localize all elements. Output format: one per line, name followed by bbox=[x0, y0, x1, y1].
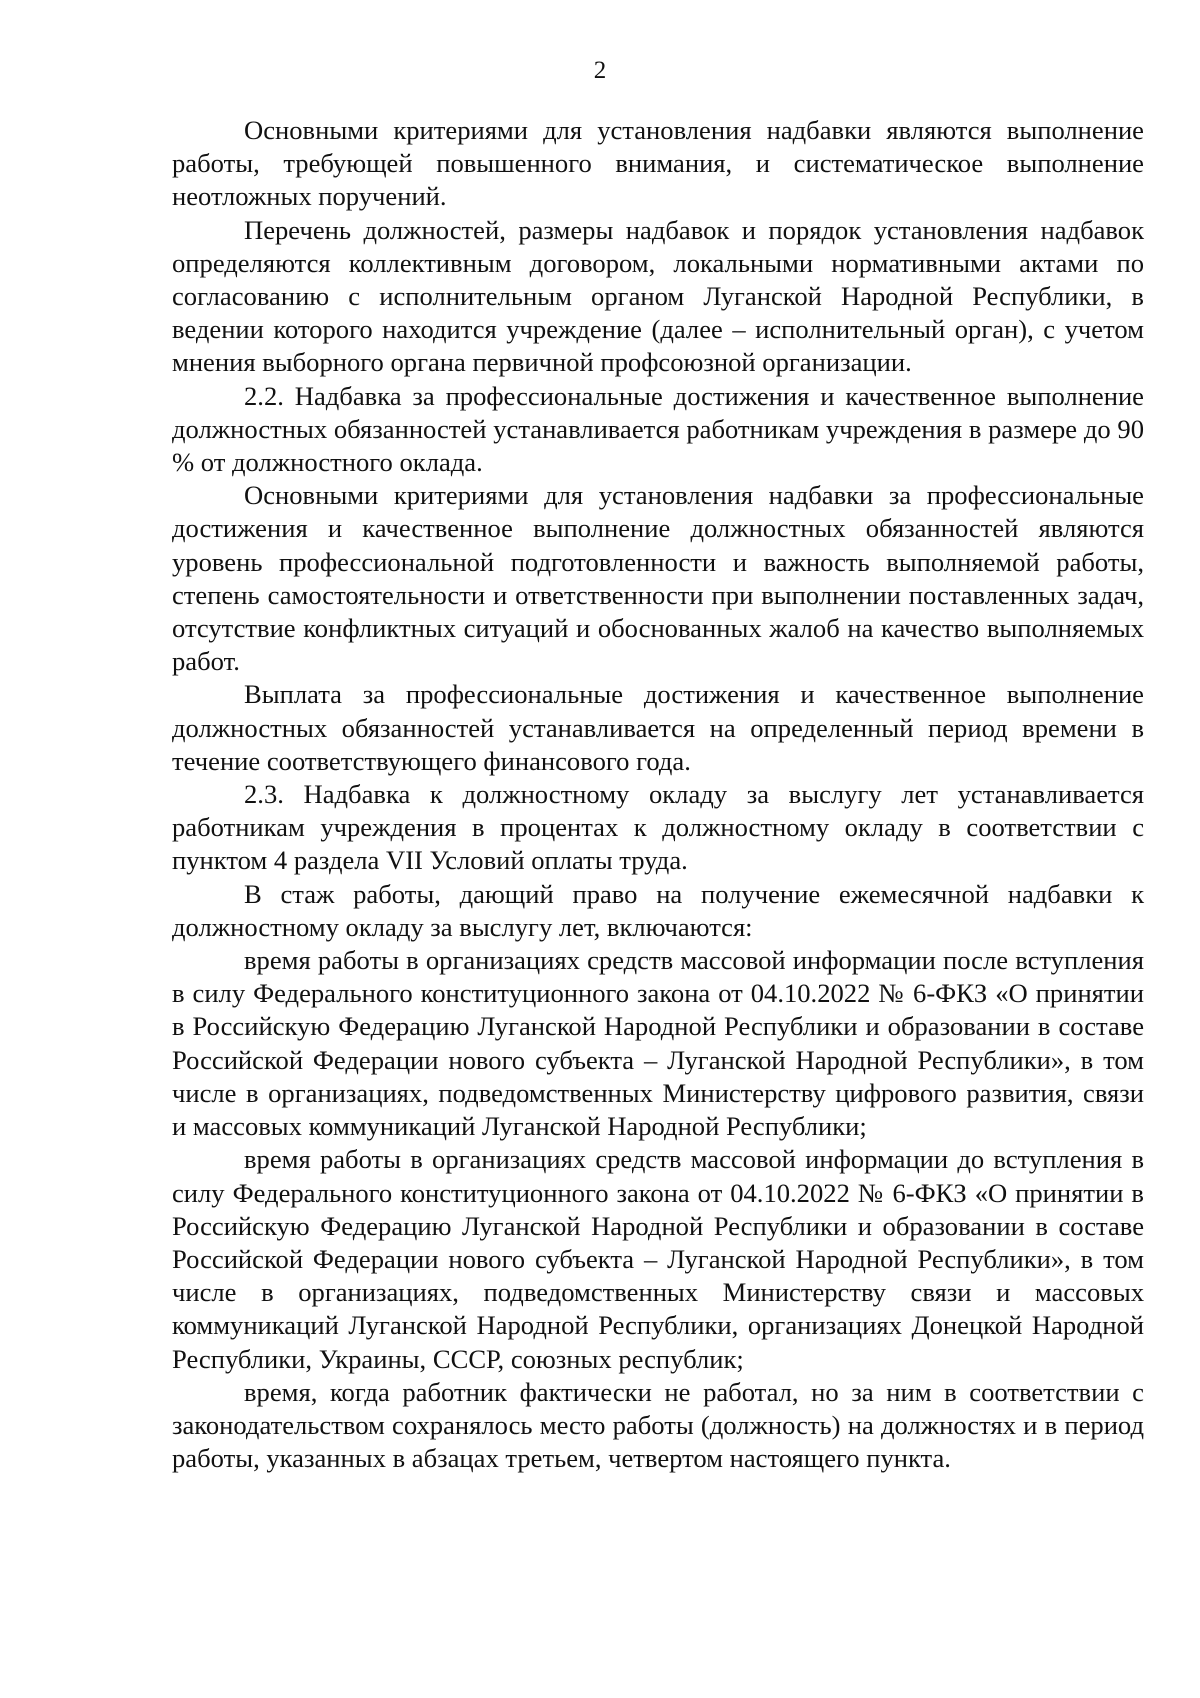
paragraph: Перечень должностей, размеры надбавок и порядок установления надбавок определяются коллективным договором, локальными нормативными актами по согласованию с исполнительным органом Луганской Народной Республики, в ведении которого находится учреждение (далее – исполнительный орган), с учетом мнения выборного органа первичной профсоюзной организации. bbox=[172, 214, 1144, 378]
paragraph: В стаж работы, дающий право на получение ежемесячной надбавки к должностному окладу за выслугу лет, включаются: bbox=[172, 878, 1144, 942]
paragraph: 2.2. Надбавка за профессиональные достижения и качественное выполнение должностных обязанностей устанавливается работникам учреждения в размере до 90 % от должностного оклада. bbox=[172, 380, 1144, 478]
paragraph: время работы в организациях средств массовой информации до вступления в силу Федерального конституционного закона от 04.10.2022 № 6-ФКЗ «О принятии в Российскую Федерацию Луганской Народной Республики и образовании в составе Российской Федерации нового субъекта – Луганской Народной Республики», в том числе в организациях, подведомственных Министерству связи и массовых коммуникаций Луганской Народной Республики, организациях Донецкой Народной Республики, Украины, СССР, союзных республик; bbox=[172, 1144, 1144, 1374]
paragraph: Выплата за профессиональные достижения и качественное выполнение должностных обязанностей устанавливается на определенный период времени в течение соответствующего финансового года. bbox=[172, 679, 1144, 776]
paragraph: время, когда работник фактически не работал, но за ним в соответствии с законодательством сохранялось место работы (должность) на должностях и в период работы, указанных в абзацах третьем, четвертом настоящего пункта. bbox=[172, 1376, 1144, 1474]
document-body bbox=[172, 114, 1144, 1475]
paragraph: 2.3. Надбавка к должностному окладу за выслугу лет устанавливается работникам учреждения в процентах к должностному окладу в соответствии с пунктом 4 раздела VII Условий оплаты труда. bbox=[172, 779, 1144, 876]
paragraph: время работы в организациях средств массовой информации после вступления в силу Федерального конституционного закона от 04.10.2022 № 6-ФКЗ «О принятии в Российскую Федерацию Луганской Народной Республики и образовании в составе Российской Федерации нового субъекта – Луганской Народной Республики», в том числе в организациях, подведомственных Министерству цифрового развития, связи и массовых коммуникаций Луганской Народной Республики; bbox=[172, 945, 1144, 1142]
paragraph: Основными критериями для установления надбавки являются выполнение работы, требующей повышенного внимания, и систематическое выполнение неотложных поручений. bbox=[172, 115, 1144, 212]
paragraph: Основными критериями для установления надбавки за профессиональные достижения и качественное выполнение должностных обязанностей являются уровень профессиональной подготовленности и важность выполняемой работы, степень самостоятельности и ответственности при выполнении поставленных задач, отсутствие конфликтных ситуаций и обоснованных жалоб на качество выполняемых работ. bbox=[172, 480, 1144, 677]
page-number: 2 bbox=[593, 57, 607, 84]
